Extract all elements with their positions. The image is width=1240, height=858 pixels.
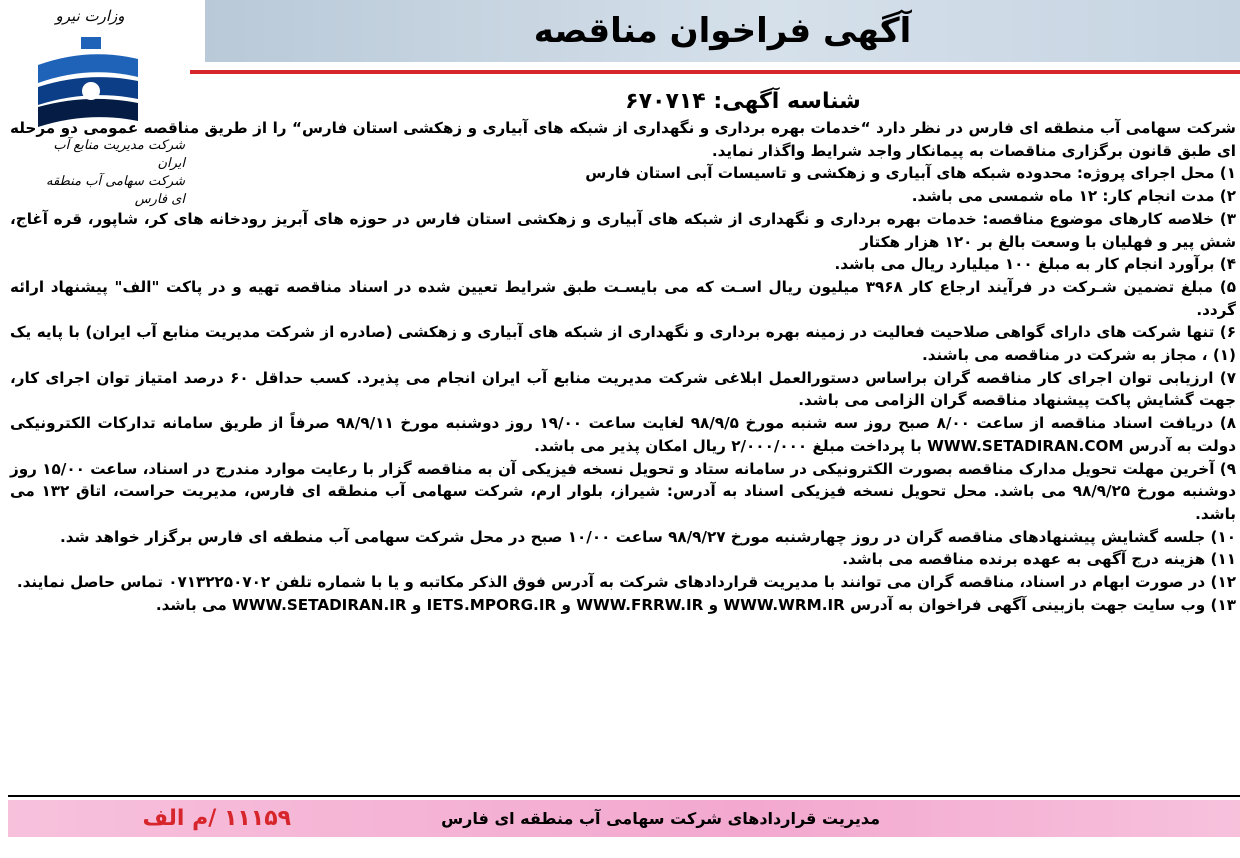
notice-item: ۱۳) وب سایت جهت بازبینی آگهی فراخوان به آدرس WWW.WRM.IR و WWW.FRRW.IR و IETS.MPORG.IR و WWW.SETADIRAN.IR می باشد. — [155, 595, 1236, 614]
notice-item: ۱۱) هزینه درج آگهی به عهده برنده مناقصه می باشد. — [842, 550, 1236, 569]
notice-item: ۴) برآورد انجام کار به مبلغ ۱۰۰ میلیارد ریال می باشد. — [834, 255, 1236, 274]
notice-body — [10, 88, 1236, 788]
logo-line: شرکت سهامی آب منطقه ای فارس — [45, 174, 185, 207]
notice-item: ۹) آخرین مهلت تحویل مدارک مناقصه بصورت الکترونیکی در سامانه ستاد و تحویل نسخه فیزیکی آن به مناقصه گزار با رعایت موارد مندرج در اسناد، ساعت ۱۵/۰۰ روز دوشنبه مورخ ۹۸/۹/۲۵ می باشد. محل تحویل نسخه فیزیکی اسناد به آدرس: شیراز، بلوار ارم، شرکت سهامی آب منطقه ای فارس، مدیریت حراست، اتاق ۱۳۲ می باشد. — [10, 459, 1236, 523]
notice-item: ۳) خلاصه کارهای موضوع مناقصه: خدمات بهره برداری و نگهداری از شبکه های آبیاری و زهکشی استان فارس در حوزه های آبریز رودخانه های کر، شاپور، قره آغاج، شش پیر و فهلیان با وسعت بالغ بر ۱۲۰ هزار هکتار — [10, 209, 1236, 251]
notice-item: ۵) مبلغ تضمین شـرکت در فرآیند ارجاع کار ۳۹۶۸ میلیون ریال اسـت که می بایسـت طبق شرایط تعیین شده در اسناد مناقصه تهیه و در پاکت "الف" پیشنهاد ارائه گردد. — [10, 277, 1237, 319]
notice-item: ۱) محل اجرای پروژه: محدوده شبکه های آبیاری و زهکشی و تاسیسات آبی استان فارس — [585, 164, 1236, 183]
notice-id: شناسه آگهی: ۶۷۰۷۱۴ — [625, 89, 861, 114]
notice-item: ۱۰) جلسه گشایش پیشنهادهای مناقصه گران در روز چهارشنبه مورخ ۹۸/۹/۲۷ ساعت ۱۰/۰۰ صبح در محل شرکت سهامی آب منطقه ای فارس برگزار خواهد شد. — [59, 527, 1236, 546]
header-divider — [170, 70, 1240, 74]
page-title: آگهی فراخوان مناقصه — [533, 11, 912, 51]
notice-item: ۶) تنها شرکت های دارای گواهی صلاحیت فعالیت در زمینه بهره برداری و نگهداری از شبکه های آبیاری و زهکشی (صادره از شرکت مدیریت منابع آب ایران) با پایه یک (۱) ، مجاز به شرکت در مناقصه می باشند. — [10, 323, 1236, 365]
footer-ad-code: ۱۱۱۵۹ /م الف — [142, 806, 292, 831]
notice-item: ۷) ارزیابی توان اجرای کار مناقصه گران براساس دستورالعمل ابلاغی شرکت مدیریت منابع آب ایران انجام می پذیرد. کسب حداقل ۶۰ درصد امتیاز توان اجرای کار، جهت گشایش پاکت پیشنهاد مناقصه گران الزامی می باشد. — [10, 368, 1236, 410]
ministry-name: وزارت نیرو — [55, 7, 125, 25]
logo-line: شرکت مدیریت منابع آب ایران — [53, 138, 185, 171]
footer-divider — [8, 795, 1240, 797]
footer-contracts-office: مدیریت قراردادهای شرکت سهامی آب منطقه ای فارس — [441, 809, 880, 828]
notice-intro: شرکت سهامی آب منطقه ای فارس در نظر دارد “خدمات بهره برداری و نگهداری از شبکه های آبیاری و زهکشی استان فارس“ را از طریق مناقصه عمومی دو مرحله ای طبق قانون برگزاری مناقصات به پیمانکار واجد شرایط واگذار نماید. — [10, 119, 1236, 160]
notice-item: ۱۲) در صورت ابهام در اسناد، مناقصه گران می توانند با مدیریت قراردادهای شرکت به آدرس فوق الذکر مکاتبه و یا با شماره تلفن ۰۷۱۳۲۲۵۰۷۰۲ تماس حاصل نمایند. — [16, 573, 1236, 592]
notice-item: ۸) دریافت اسناد مناقصه از ساعت ۸/۰۰ صبح روز سه شنبه مورخ ۹۸/۹/۵ لغایت ساعت ۱۹/۰۰ روز دوشنبه مورخ ۹۸/۹/۱۱ صرفاً از طریق سامانه تدارکات الکترونیکی دولت به آدرس WWW.SETADIRAN.COM با پرداخت مبلغ ۲/۰۰۰/۰۰۰ ریال امکان پذیر می باشد. — [10, 414, 1236, 455]
footer — [8, 800, 1240, 837]
notice-item: ۲) مدت انجام کار: ۱۲ ماه شمسی می باشد. — [911, 187, 1236, 206]
